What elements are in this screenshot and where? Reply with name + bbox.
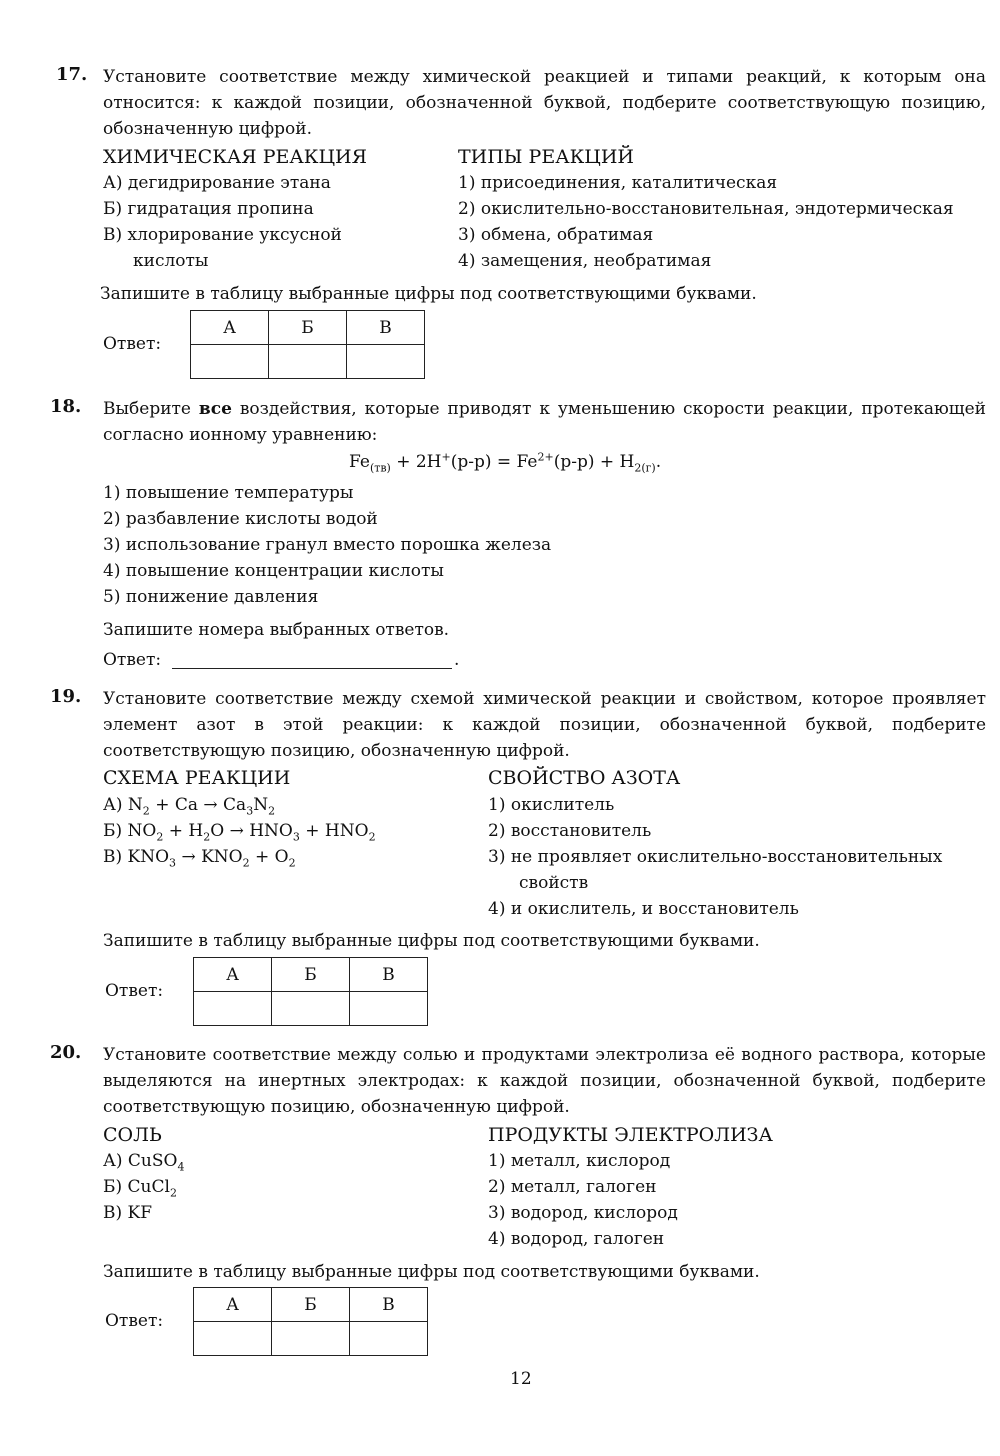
q19-right-item: 4) и окислитель, и восстановитель	[488, 899, 799, 919]
q19-left-heading: СХЕМА РЕАКЦИИ	[103, 767, 291, 789]
q18-option: 5) понижение давления	[103, 587, 319, 607]
question-18-number: 18.	[50, 396, 82, 417]
q19-scheme-a: А) $N_2 + Ca \to Ca_3N_2$	[103, 795, 276, 818]
q17-answer-cell-b[interactable]	[269, 345, 347, 379]
question-19-number: 19.	[50, 686, 82, 707]
q20-answer-table	[193, 1287, 428, 1356]
q20-right-item: 1) металл, кислород	[488, 1151, 671, 1171]
q20-instruction: Запишите в таблицу выбранные цифры под соответствующими буквами.	[103, 1262, 760, 1282]
q18-ionic-equation: $Fe_{(тв)} + 2H^+(р-р) = Fe^{2+}(р-р) + H_{2(г)}$.	[349, 450, 662, 475]
q20-salt-v: В) KF	[103, 1203, 153, 1223]
q20-right-item: 4) водород, галоген	[488, 1229, 665, 1249]
q17-col-b: Б	[269, 311, 347, 345]
q19-right-item: 3) не проявляет окислительно-восстановительных	[488, 847, 943, 867]
q18-option: 1) повышение температуры	[103, 483, 354, 503]
q19-answer-cell-v[interactable]	[350, 992, 428, 1026]
q20-answer-cell-a[interactable]	[194, 1322, 272, 1356]
q19-right-item: свойств	[519, 873, 589, 893]
question-17-text: Установите соответствие между химической реакцией и типами реакций, к которым она относится: к каждой позиции, обозначенной буквой, подберите соответствующую позицию, обозначенную цифрой.	[103, 67, 986, 139]
q17-col-v: В	[347, 311, 425, 345]
q17-right-item: 1) присоединения, каталитическая	[458, 173, 778, 193]
question-18-text: Выберите все воздействия, которые приводят к уменьшению скорости реакции, протекающей согласно ионному уравнению:	[103, 399, 986, 445]
q17-answer-label: Ответ:	[103, 334, 162, 354]
q19-col-b: Б	[272, 958, 350, 992]
q17-left-item: кислоты	[133, 251, 209, 271]
q17-left-item: А) дегидрирование этана	[103, 173, 331, 193]
q18-option: 3) использование гранул вместо порошка железа	[103, 535, 552, 555]
q19-right-item: 2) восстановитель	[488, 821, 652, 841]
q19-instruction: Запишите в таблицу выбранные цифры под соответствующими буквами.	[103, 931, 760, 951]
q20-right-item: 2) металл, галоген	[488, 1177, 657, 1197]
q20-salt-a: А) CuSO$_4$	[103, 1151, 185, 1174]
q18-answer-label: Ответ:	[103, 650, 162, 670]
q17-instruction: Запишите в таблицу выбранные цифры под соответствующими буквами.	[100, 284, 757, 304]
q17-left-item: Б) гидратация пропина	[103, 199, 314, 219]
q17-left-heading: ХИМИЧЕСКАЯ РЕАКЦИЯ	[103, 146, 367, 168]
q20-right-item: 3) водород, кислород	[488, 1203, 678, 1223]
q17-right-heading: ТИПЫ РЕАКЦИЙ	[458, 146, 635, 168]
q20-answer-cell-v[interactable]	[350, 1322, 428, 1356]
question-20-text: Установите соответствие между солью и продуктами электролиза её водного раствора, которые выделяются на инертных электродах: к каждой позиции, обозначенной буквой, подберите соответствующую позицию, обозначенную цифрой.	[103, 1045, 986, 1117]
q19-scheme-v: В) $KNO_3 \to KNO_2 + O_2$	[103, 847, 296, 870]
question-20-number: 20.	[50, 1042, 82, 1063]
q20-answer-label: Ответ:	[105, 1311, 164, 1331]
q20-right-heading: ПРОДУКТЫ ЭЛЕКТРОЛИЗА	[488, 1124, 773, 1146]
q17-answer-cell-v[interactable]	[347, 345, 425, 379]
page-number: 12	[510, 1369, 532, 1389]
q20-col-b: Б	[272, 1288, 350, 1322]
q18-answer-line[interactable]	[172, 668, 452, 669]
q19-answer-cell-a[interactable]	[194, 992, 272, 1026]
q20-col-a: А	[194, 1288, 272, 1322]
q18-option: 2) разбавление кислоты водой	[103, 509, 378, 529]
q17-right-item: 4) замещения, необратимая	[458, 251, 712, 271]
q20-col-v: В	[350, 1288, 428, 1322]
q19-answer-label: Ответ:	[105, 981, 164, 1001]
q17-left-item: В) хлорирование уксусной	[103, 225, 342, 245]
q19-answer-table	[193, 957, 428, 1026]
q18-instruction: Запишите номера выбранных ответов.	[103, 620, 450, 640]
question-17-number: 17.	[56, 64, 88, 85]
q19-right-heading: СВОЙСТВО АЗОТА	[488, 767, 681, 789]
q20-salt-b: Б) CuCl$_2$	[103, 1177, 177, 1200]
q19-col-v: В	[350, 958, 428, 992]
q18-option: 4) повышение концентрации кислоты	[103, 561, 444, 581]
q17-right-item: 3) обмена, обратимая	[458, 225, 654, 245]
q17-col-a: А	[191, 311, 269, 345]
q17-right-item: 2) окислительно-восстановительная, эндотермическая	[458, 199, 954, 219]
q20-left-heading: СОЛЬ	[103, 1124, 162, 1146]
q18-answer-period: .	[454, 650, 460, 670]
q19-col-a: А	[194, 958, 272, 992]
q19-scheme-b: Б) $NO_2 + H_2O \to HNO_3 + HNO_2$	[103, 821, 376, 844]
q19-right-item: 1) окислитель	[488, 795, 615, 815]
question-19-text: Установите соответствие между схемой химической реакции и свойством, которое проявляет элемент азот в этой реакции: к каждой позиции, обозначенной буквой, подберите соответствующую позицию, обозначенную цифрой.	[103, 689, 986, 761]
q20-answer-cell-b[interactable]	[272, 1322, 350, 1356]
q17-answer-table	[190, 310, 425, 379]
q19-answer-cell-b[interactable]	[272, 992, 350, 1026]
q17-answer-cell-a[interactable]	[191, 345, 269, 379]
